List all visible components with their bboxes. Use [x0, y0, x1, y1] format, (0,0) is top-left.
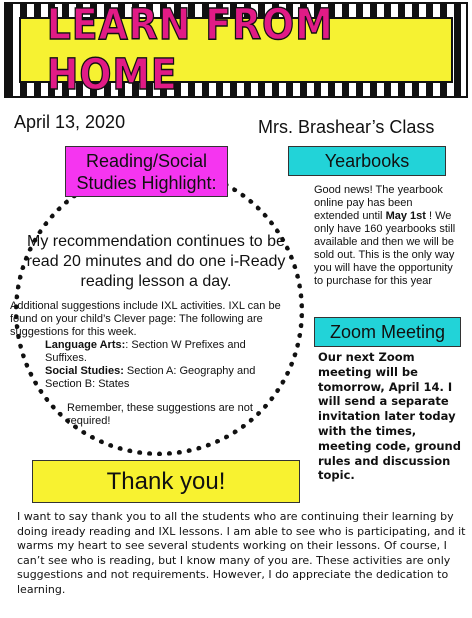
- yearbooks-deadline: May 1st: [385, 210, 426, 222]
- banner-panel: [19, 0, 453, 100]
- zoom-text: Our next Zoom meeting will be tomorrow, April 14. I will send a separate invitation later today with the times, meeting code, ground rules and discussion topic.: [318, 350, 461, 483]
- remember-note: Remember, these suggestions are not required!: [67, 402, 253, 427]
- banner-title: LEARN FROM HOME: [46, 0, 334, 100]
- social-studies-item: [10, 365, 288, 391]
- social-studies-text: Section A: Geography and Section B: States: [45, 365, 256, 390]
- yearbooks-text: [314, 184, 460, 288]
- reading-heading-line2: Studies Highlight:: [76, 173, 217, 193]
- reading-recommendation: My recommendation continues to be read 20 minutes and do one i-Ready reading lesson a day.: [26, 233, 286, 290]
- yearbooks-text-end: ! We only have 160 yearbooks still available and then we will be sold out. This is the only way you will have the opportunity to purchase for this year: [314, 210, 456, 287]
- reading-heading-line1: Reading/Social: [85, 151, 208, 171]
- yearbooks-text-start: Good news! The yearbook online pay has been extended until: [314, 184, 443, 222]
- class-name: Mrs. Brashear’s Class: [258, 117, 435, 137]
- date: April 13, 2020: [14, 112, 126, 132]
- additional-text: Additional suggestions include IXL activities. IXL can be found on your child’s Clever page: The following are suggestions for this week.: [10, 300, 281, 338]
- language-arts-text: : Section W Prefixes and Suffixes.: [45, 339, 246, 364]
- header-banner: [4, 2, 468, 98]
- additional-suggestions: [10, 300, 288, 391]
- thanks-text: I want to say thank you to all the students who are continuing their learning by doing iready reading and IXL lessons. I am able to see who is participating, and it warms my heart to see several students working on their lessons. Of course, I can’t see who is reading, but I know many of you are. These activities are only suggestions and not requirements. However, I do appreciate the dedication to learning.: [17, 510, 466, 596]
- language-arts-item: [10, 339, 288, 365]
- language-arts-label: Language Arts:: [45, 339, 126, 351]
- zoom-heading: Zoom Meeting: [314, 317, 461, 347]
- reading-heading-box: [65, 146, 228, 197]
- thanks-heading: Thank you!: [32, 460, 300, 503]
- social-studies-label: Social Studies:: [45, 365, 124, 377]
- yearbooks-heading: Yearbooks: [288, 146, 446, 176]
